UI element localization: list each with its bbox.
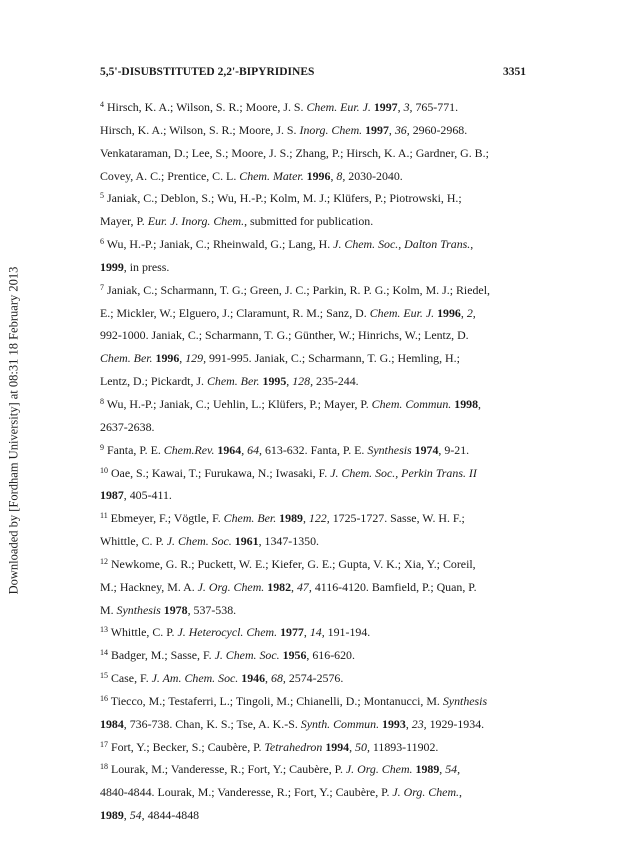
reference-number: 4 <box>100 100 104 109</box>
reference-text: 1987 <box>100 488 124 503</box>
reference-line <box>100 416 532 439</box>
reference-line <box>100 507 532 530</box>
reference-line <box>100 667 532 690</box>
reference-text: , <box>330 168 337 183</box>
reference-text: 1989 <box>415 762 440 777</box>
reference-list <box>100 96 532 827</box>
reference-text: Mayer, P. <box>100 214 148 229</box>
reference-text: , <box>405 716 412 731</box>
reference-number: 10 <box>100 465 108 475</box>
reference-text: 54, <box>129 808 145 823</box>
reference-text: 64, <box>247 442 263 457</box>
reference-number: 7 <box>100 282 104 292</box>
reference-text: Hirsch, K. A.; Wilson, S. R.; Moore, J. S. <box>104 100 307 114</box>
reference-line <box>100 210 532 233</box>
reference-text: 4840-4844. Lourak, M.; Vanderesse, R.; Fort, Y.; Caubère, P. <box>100 785 393 800</box>
reference-text: , 736-738. Chan, K. S.; Tse, A. K.-S. <box>123 716 301 731</box>
reference-text: , <box>241 442 248 457</box>
reference-text: 992-1000. Janiak, C.; Scharmann, T. G.; Günther, W.; Hinrichs, W.; Lentz, D. <box>100 328 469 343</box>
reference-text: 1946 <box>241 671 266 686</box>
reference-text: 2637-2638. <box>100 419 155 434</box>
reference-text: Venkataraman, D.; Lee, S.; Moore, J. S.; Zhang, P.; Hirsch, K. A.; Gardner, G. B.; <box>100 145 489 160</box>
reference-text: 122, <box>308 511 330 526</box>
reference-line <box>100 302 532 325</box>
reference-text: Chem. Ber. <box>100 351 153 366</box>
reference-number: 6 <box>100 237 104 247</box>
reference-text: J. Chem. Soc. <box>166 534 232 549</box>
reference-number: 8 <box>100 396 104 406</box>
reference-line <box>100 530 532 553</box>
reference-text: Chem.Rev. <box>163 442 215 457</box>
reference-text: , submitted for publication. <box>244 214 374 229</box>
reference-text: Tetrahedron <box>264 739 323 754</box>
reference-text: 1956 <box>282 648 307 663</box>
reference-number: 17 <box>100 739 108 749</box>
reference-text: Badger, M.; Sasse, F. <box>108 648 215 663</box>
reference-text: 128, <box>292 374 314 389</box>
running-title: 5,5'-DISUBSTITUTED 2,2'-BIPYRIDINES <box>100 66 315 78</box>
reference-text: Newkome, G. R.; Puckett, W. E.; Kiefer, G. E.; Gupta, V. K.; Xia, Y.; Coreil, <box>108 556 476 571</box>
reference-text: 1977 <box>280 625 304 640</box>
reference-text: , 537-538. <box>187 602 237 617</box>
reference-line <box>100 393 532 416</box>
reference-text: , <box>349 739 356 754</box>
reference-text: , <box>478 396 482 411</box>
reference-text: , <box>286 374 293 389</box>
reference-number: 11 <box>100 511 108 521</box>
reference-text: 54, <box>445 762 461 777</box>
reference-text: , <box>397 100 404 114</box>
reference-text: , 9-21. <box>438 442 470 457</box>
reference-text: , 405-411. <box>123 488 172 503</box>
reference-text: Inorg. Chem. <box>299 122 363 137</box>
reference-text: 1964 <box>217 442 242 457</box>
reference-line <box>100 324 532 347</box>
reference-text: , <box>470 237 474 252</box>
reference-number: 16 <box>100 693 108 703</box>
reference-text: Wu, H.-P.; Janiak, C.; Uehlin, L.; Klüfers, P.; Mayer, P. <box>104 396 372 411</box>
reference-text: 2574-2576. <box>285 671 344 686</box>
reference-text: , in press. <box>123 259 170 274</box>
reference-text: Whittle, C. P. <box>108 625 178 640</box>
reference-text: , 1347-1350. <box>258 534 320 549</box>
reference-text: 765-771. <box>412 100 459 114</box>
reference-number: 12 <box>100 556 108 566</box>
reference-text: 2960-2968. <box>409 122 468 137</box>
reference-text: Tiecco, M.; Testaferri, L.; Tingoli, M.; Chianelli, D.; Montanucci, M. <box>108 693 443 708</box>
reference-text: 23, <box>411 716 427 731</box>
reference-text: J. Org. Chem. <box>197 579 265 594</box>
reference-text: 991-995. Janiak, C.; Scharmann, T. G.; Hemling, H.; <box>206 351 460 366</box>
reference-text: M.; Hackney, M. A. <box>100 579 198 594</box>
reference-text: 1978 <box>163 602 188 617</box>
reference-text: , <box>179 351 186 366</box>
reference-line <box>100 781 532 804</box>
reference-text: Wu, H.-P.; Janiak, C.; Rheinwald, G.; Lang, H. <box>104 237 334 252</box>
reference-number: 9 <box>100 442 104 452</box>
reference-line <box>100 599 532 622</box>
reference-text: Synthesis <box>442 693 488 708</box>
reference-line <box>100 484 532 507</box>
reference-number: 15 <box>100 671 108 681</box>
reference-text: , <box>265 671 271 686</box>
reference-text: 1974 <box>414 442 439 457</box>
reference-text: 14, <box>309 625 325 640</box>
reference-text: 1996 <box>306 168 331 183</box>
reference-text: Fanta, P. E. <box>104 442 164 457</box>
running-header <box>100 66 526 78</box>
reference-text: Ebmeyer, F.; Vögtle, F. <box>107 511 224 526</box>
reference-text: E.; Mickler, W.; Elguero, J.; Claramunt, R. M.; Sanz, D. <box>100 305 370 320</box>
reference-text: , <box>388 122 395 137</box>
reference-line <box>100 347 532 370</box>
reference-text: Covey, A. C.; Prentice, C. L. <box>100 168 240 183</box>
reference-line <box>100 621 532 644</box>
reference-text: 8, <box>336 168 346 183</box>
reference-text: 1989 <box>279 511 303 526</box>
reference-text: J. Chem. Soc., Dalton Trans. <box>333 237 471 252</box>
reference-text: 1993 <box>382 716 406 731</box>
reference-text: J. Org. Chem. <box>345 762 413 777</box>
reference-text: Eur. J. Inorg. Chem. <box>147 214 245 229</box>
reference-line <box>100 736 532 759</box>
reference-line <box>100 576 532 599</box>
reference-line <box>100 439 532 462</box>
reference-text: Lourak, M.; Vanderesse, R.; Fort, Y.; Caubère, P. <box>108 762 346 777</box>
reference-text: , <box>302 511 309 526</box>
reference-text: , <box>291 579 297 594</box>
reference-text: Oae, S.; Kawai, T.; Furukawa, N.; Iwasaki, F. <box>108 465 331 480</box>
reference-text: , <box>459 785 462 800</box>
reference-text: 11893-11902. <box>369 739 439 754</box>
reference-line <box>100 119 532 142</box>
download-watermark-text: Downloaded by [Fordham University] at 08:31 18 February 2013 <box>6 266 21 594</box>
reference-text: J. Am. Chem. Soc. <box>151 671 239 686</box>
reference-number: 5 <box>100 191 104 201</box>
reference-text: Chem. Eur. J. <box>369 305 435 320</box>
reference-line <box>100 370 532 393</box>
reference-line <box>100 96 532 119</box>
reference-text: Chem. Ber. <box>207 374 260 389</box>
reference-text: 1997 <box>373 100 398 114</box>
reference-text: 1999 <box>100 259 124 274</box>
reference-text: 129, <box>185 351 207 366</box>
reference-text: Synth. Commun. <box>300 716 380 731</box>
reference-text: 1982 <box>267 579 292 594</box>
reference-text: Case, F. <box>108 671 152 686</box>
reference-text: , 616-620. <box>306 648 355 663</box>
reference-text: 1996 <box>437 305 461 320</box>
reference-text: Synthesis <box>367 442 412 457</box>
download-watermark <box>2 250 26 610</box>
reference-line <box>100 804 532 827</box>
reference-text: 191-194. <box>324 625 371 640</box>
reference-text: 235-244. <box>313 374 359 389</box>
reference-line <box>100 462 532 485</box>
reference-text: 36, <box>394 122 410 137</box>
reference-text: Chem. Ber. <box>223 511 277 526</box>
reference-text: J. Chem. Soc., Perkin Trans. II <box>330 465 477 480</box>
reference-text: , <box>460 305 467 320</box>
reference-text: J. Org. Chem. <box>392 785 460 800</box>
reference-text: Janiak, C.; Deblon, S.; Wu, H.-P.; Kolm, M. J.; Klüfers, P.; Piotrowski, H.; <box>104 191 462 206</box>
reference-text: 1929-1934. <box>426 716 485 731</box>
reference-text: 50, <box>355 739 370 754</box>
reference-text: 4116-4120. Bamfield, P.; Quan, P. <box>311 579 477 594</box>
reference-text: 1961 <box>234 534 259 549</box>
reference-number: 14 <box>100 648 108 658</box>
reference-text: J. Chem. Soc. <box>214 648 280 663</box>
reference-text: Synthesis <box>116 602 161 617</box>
reference-number: 13 <box>100 625 108 635</box>
reference-text: , <box>123 808 130 823</box>
reference-text: 1997 <box>365 122 389 137</box>
reference-text: , <box>439 762 446 777</box>
reference-number: 18 <box>100 762 108 772</box>
page-number: 3351 <box>503 66 526 78</box>
reference-text: Chem. Commun. <box>371 396 452 411</box>
reference-text: Chem. Mater. <box>239 168 304 183</box>
reference-line <box>100 142 532 165</box>
reference-text: 1996 <box>155 351 180 366</box>
reference-text: 4844-4848 <box>144 808 200 823</box>
reference-text: 1725-1727. Sasse, W. H. F.; <box>329 511 465 526</box>
reference-text: 1994 <box>325 739 350 754</box>
reference-text: 2, <box>466 305 476 320</box>
reference-text: 613-632. Fanta, P. E. <box>262 442 368 457</box>
reference-line <box>100 758 532 781</box>
reference-text: 47, <box>296 579 312 594</box>
reference-line <box>100 690 532 713</box>
reference-text: 3, <box>403 100 413 114</box>
reference-text: 1998 <box>454 396 479 411</box>
reference-text: Hirsch, K. A.; Wilson, S. R.; Moore, J. S. <box>100 122 300 137</box>
reference-line <box>100 553 532 576</box>
reference-line <box>100 187 532 210</box>
reference-text: 2030-2040. <box>345 168 403 183</box>
reference-line <box>100 233 532 256</box>
reference-text: , <box>303 625 310 640</box>
reference-text: 1989 <box>100 808 124 823</box>
reference-line <box>100 256 532 279</box>
reference-text: Whittle, C. P. <box>100 534 167 549</box>
reference-text: 1995 <box>262 374 287 389</box>
reference-line <box>100 279 532 302</box>
reference-text: 68, <box>271 671 286 686</box>
reference-line <box>100 713 532 736</box>
reference-text: 1984 <box>100 716 124 731</box>
reference-text: M. <box>100 602 117 617</box>
reference-text: Lentz, D.; Pickardt, J. <box>100 374 207 389</box>
reference-line <box>100 165 532 188</box>
reference-text: Chem. Eur. J. <box>306 100 371 114</box>
reference-text: Janiak, C.; Scharmann, T. G.; Green, J. C.; Parkin, R. P. G.; Kolm, M. J.; Riedel, <box>104 282 490 297</box>
reference-text: Fort, Y.; Becker, S.; Caubère, P. <box>108 739 265 754</box>
reference-line <box>100 644 532 667</box>
reference-text: J. Heterocycl. Chem. <box>177 625 278 640</box>
